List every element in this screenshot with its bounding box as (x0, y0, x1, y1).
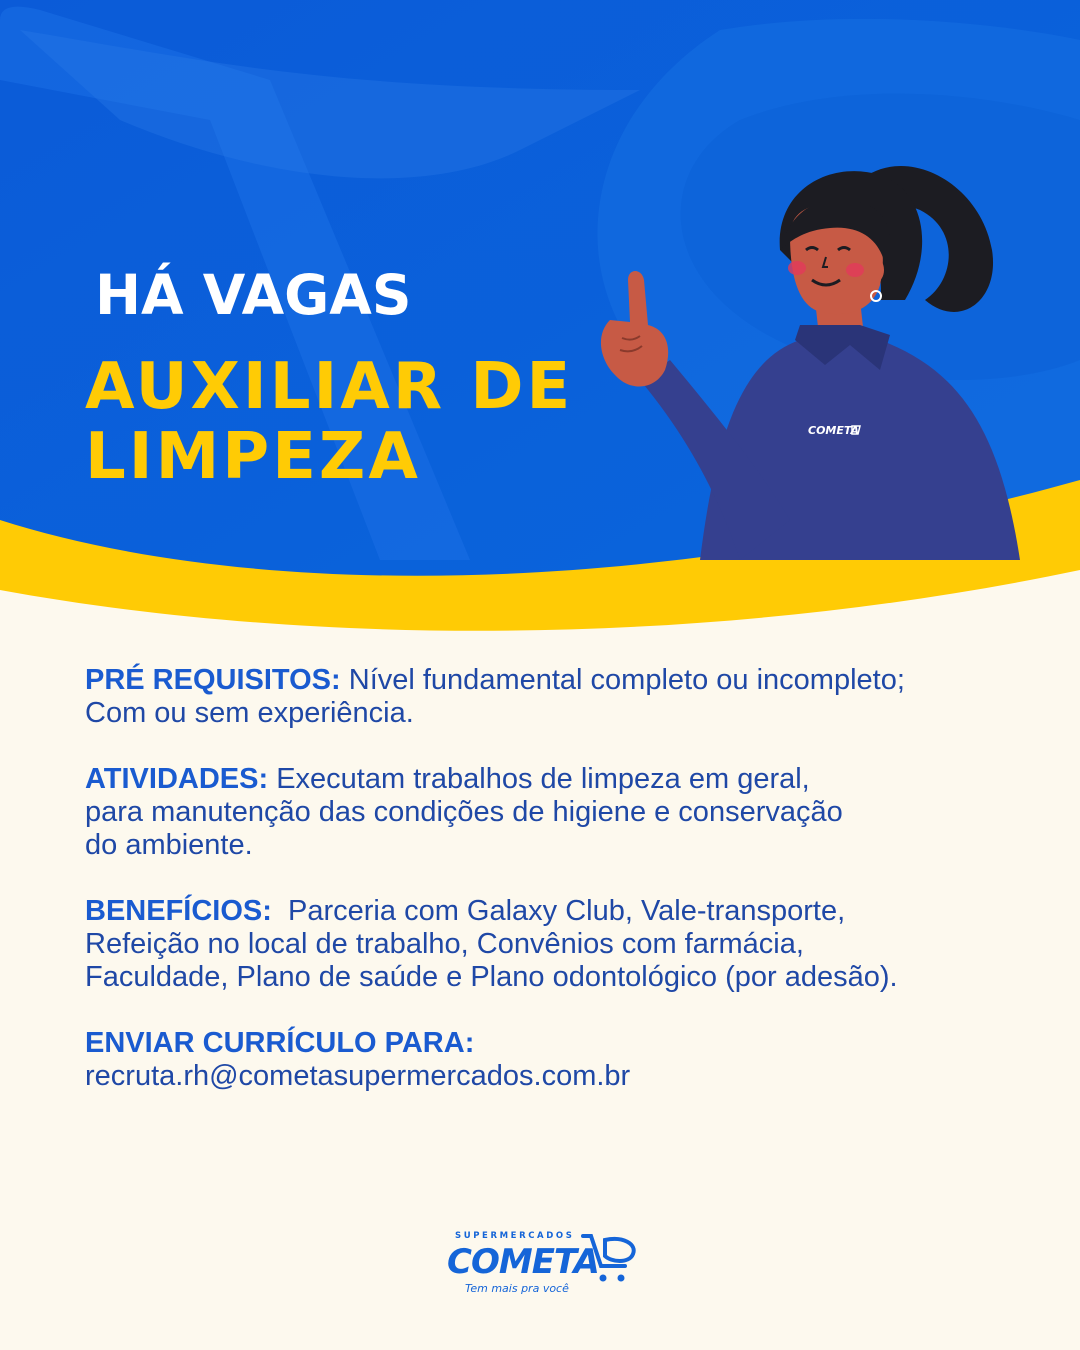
requirements-label: PRÉ REQUISITOS: (85, 664, 341, 696)
requirements-line-2: Com ou sem experiência. (85, 697, 414, 729)
logo-slogan-text: Tem mais pra você (465, 1282, 569, 1295)
job-title-line-2: LIMPEZA (85, 420, 421, 494)
benefits-label: BENEFÍCIOS: (85, 895, 272, 927)
activities-line-1: Executam trabalhos de limpeza em geral, (268, 763, 810, 795)
contact-email[interactable]: recruta.rh@cometasupermercados.com.br (85, 1060, 631, 1092)
contact-label: ENVIAR CURRÍCULO PARA: (85, 1027, 475, 1059)
job-title (85, 352, 573, 492)
job-title-line-1: AUXILIAR DE (85, 350, 574, 424)
job-details (85, 664, 1015, 1126)
activities-line-2: para manutenção das condições de higiene e conservação (85, 796, 843, 828)
benefits-section (85, 895, 1015, 994)
activities-label: ATIVIDADES: (85, 763, 269, 795)
logo-supermercados-text: SUPERMERCADOS (455, 1231, 575, 1241)
employee-illustration (580, 140, 1020, 560)
shirt-logo-text: COMETA (808, 424, 860, 437)
contact-section (85, 1027, 1015, 1093)
hiring-eyebrow: HÁ VAGAS (95, 263, 412, 327)
logo-name-text: COMETA (447, 1242, 599, 1282)
activities-section (85, 763, 1015, 862)
benefits-line-2: Refeição no local de trabalho, Convênios com farmácia, (85, 928, 804, 960)
requirements-line-1: Nível fundamental completo ou incompleto; (340, 664, 905, 696)
hero-banner (0, 0, 1080, 650)
cometa-logo (445, 1226, 640, 1298)
benefits-line-3: Faculdade, Plano de saúde e Plano odontológico (por adesão). (85, 961, 898, 993)
requirements-section (85, 664, 1015, 730)
benefits-line-1: Parceria com Galaxy Club, Vale-transporte, (271, 895, 846, 927)
activities-line-3: do ambiente. (85, 829, 253, 861)
